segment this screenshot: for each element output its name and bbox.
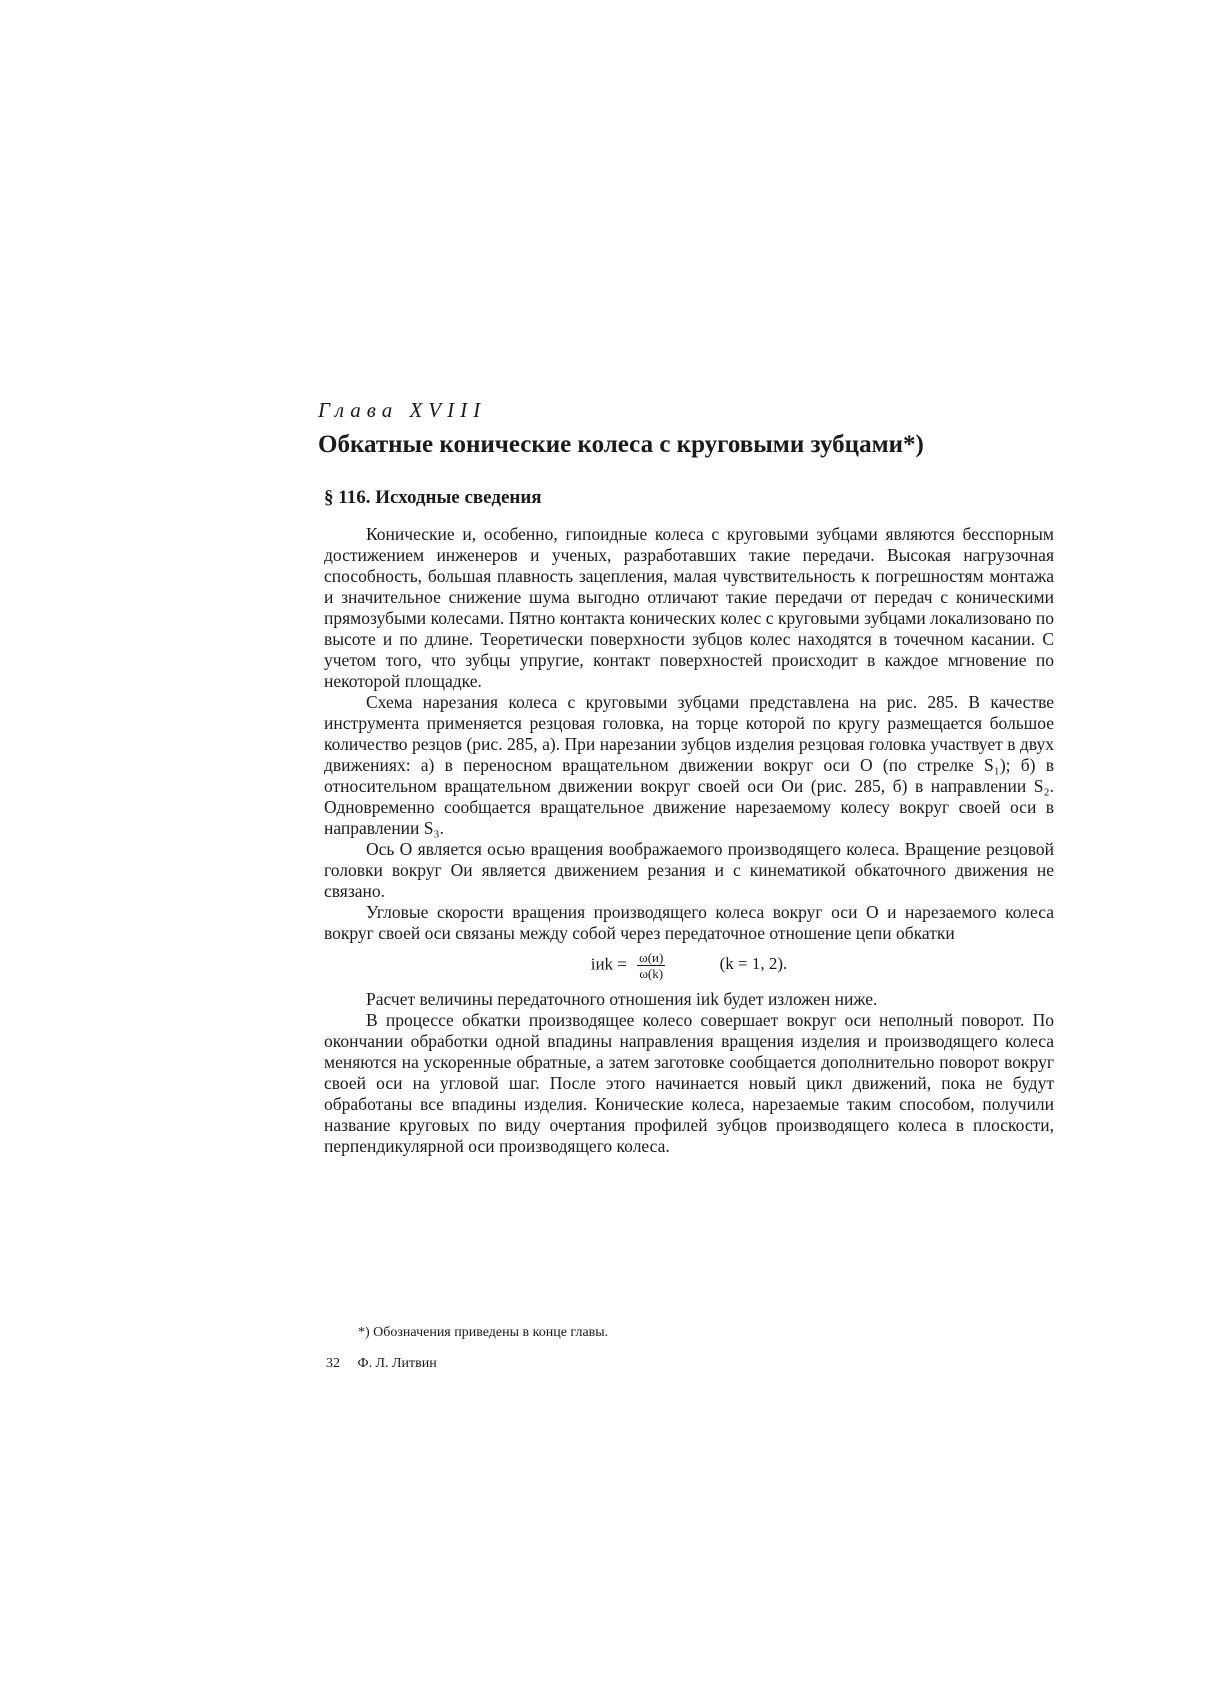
footer-author: Ф. Л. Литвин xyxy=(357,1356,437,1371)
formula-numerator: ω(и) xyxy=(639,950,664,965)
chapter-label: Глава XVIII xyxy=(318,398,487,422)
footnote: *) Обозначения приведены в конце главы. xyxy=(358,1325,609,1340)
paragraph: В процессе обкатки производящее колесо совершает вокруг оси неполный поворот. По окончании обработки одной впадины направления вращения изделия и производящего колеса меняются на ускоренные обратные, а затем заготовке сообщается дополнительно поворот вокруг своей оси на угловой шаг. После этого начинается новый цикл движений, пока не будут обработаны все впадины изделия. Конические колеса, нарезаемые таким способом, получили название круговых по виду очертания профилей зубцов производящего колеса в плоскости, перпендикулярной оси производящего колеса. xyxy=(324,1010,1054,1156)
formula-lhs: iиk = xyxy=(590,954,627,974)
section-heading: § 116. Исходные сведения xyxy=(324,487,542,508)
signature-number: 32 xyxy=(326,1356,340,1371)
paragraph: Расчет величины передаточного отношения iиk будет изложен ниже. xyxy=(366,989,878,1009)
formula xyxy=(324,950,1054,981)
paragraph: Схема нарезания колеса с круговыми зубцами представлена на рис. 285. В качестве инструмента применяется резцовая головка, на торце которой по кругу размещается большое количество резцов (рис. 285, а). При нарезании зубцов изделия резцовая головка участвует в двух движениях: а) в переносном вращательном движении вокруг оси O (по стрелке S₁); б) в относительном вращательном движении вокруг своей оси Oи (рис. 285, б) в направлении S₂. Одновременно сообщается вращательное движение нарезаемому колесу вокруг своей оси в направлении S₃. xyxy=(324,692,1054,838)
formula-fraction xyxy=(637,950,665,981)
paragraph: Конические и, особенно, гипоидные колеса с круговыми зубцами являются бесспорным достижением инженеров и ученых, разработавших такие передачи. Высокая нагрузочная способность, большая плавность зацепления, малая чувствительность к погрешностям монтажа и значительное снижение шума выгодно отличают такие передачи от передач с коническими прямозубыми колесами. Пятно контакта конических колес с круговыми зубцами локализовано по высоте и по длине. Теоретически поверхности зубцов колес находятся в точечном касании. С учетом того, что зубцы упругие, контакт поверхностей происходит в каждое мгновение по некоторой площадке. xyxy=(324,524,1054,691)
page-footer xyxy=(326,1356,437,1372)
formula-denominator: ω(k) xyxy=(639,966,664,981)
formula-condition: (k = 1, 2). xyxy=(719,954,788,974)
paragraph: Угловые скорости вращения производящего колеса вокруг оси O и нарезаемого колеса вокруг своей оси связаны между собой через передаточное отношение цепи обкатки xyxy=(324,902,1054,943)
body-text xyxy=(324,524,1054,1157)
paragraph: Ось O является осью вращения воображаемого производящего колеса. Вращение резцовой головки вокруг Oи является движением резания и с кинематикой обкаточного движения не связано. xyxy=(324,839,1054,901)
chapter-title: Обкатные конические колеса с круговыми зубцами*) xyxy=(318,431,924,458)
